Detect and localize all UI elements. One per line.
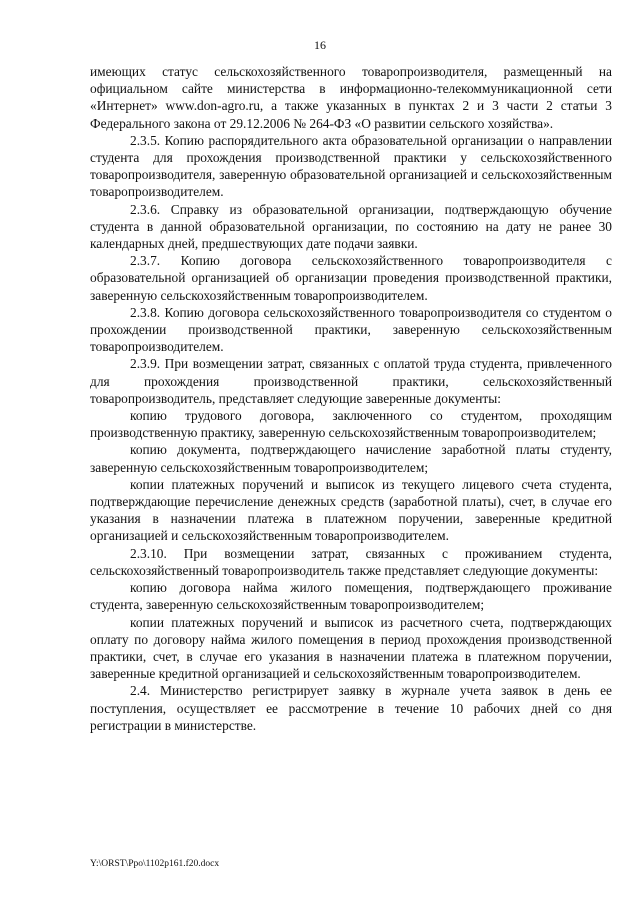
paragraph-list-item: копии платежных поручений и выписок из текущего лицевого счета студента, подтверждающие перечисление денежных средств (заработной платы), счет, в случае его указания в назначении платежа в платежном поручении, заверенные кредитной организацией и сельскохозяйственным товаропроизводителем.: [90, 476, 612, 544]
paragraph-2-3-9: 2.3.9. При возмещении затрат, связанных с оплатой труда студента, привлеченного для прохождения производственной практики, сельскохозяйственный товаропроизводитель, представляет следующие заверенные документы:: [90, 356, 612, 406]
paragraph-2-3-6: 2.3.6. Справку из образовательной организации, подтверждающую обучение студента в данной образовательной организации, по состоянию на дату не ранее 30 календарных дней, предшествующих дате подачи заявки.: [90, 201, 612, 252]
paragraph-2-3-7: 2.3.7. Копию договора сельскохозяйственного товаропроизводителя с образовательной организацией об организации проведения производственной практики, заверенную сельскохозяйственным товаропроизводителем.: [90, 253, 612, 303]
paragraph-list-item: копию договора найма жилого помещения, подтверждающего проживание студента, заверенную сельскохозяйственным товаропроизводителем;: [90, 580, 612, 613]
paragraph-2-3-10: 2.3.10. При возмещении затрат, связанных с проживанием студента, сельскохозяйственный товаропроизводитель также представляет следующие документы:: [90, 545, 612, 578]
paragraph-list-item: копию трудового договора, заключенного со студентом, проходящим производственную практику, заверенную сельскохозяйственным товаропроизводителем;: [90, 408, 612, 441]
document-body: [90, 63, 612, 734]
page-number: 16: [314, 38, 326, 52]
paragraph-list-item: копию документа, подтверждающего начисление заработной платы студенту, заверенную сельскохозяйственным товаропроизводителем;: [90, 442, 612, 475]
paragraph-2-4: 2.4. Министерство регистрирует заявку в журнале учета заявок в день ее поступления, осуществляет ее рассмотрение в течение 10 рабочих дней со дня регистрации в министерстве.: [90, 683, 612, 733]
paragraph-list-item: копии платежных поручений и выписок из расчетного счета, подтверждающих оплату по договору найма жилого помещения в период прохождения производственной практики, счет, в случае его указания в назначении платежа в платежном поручении, заверенные кредитной организацией и сельскохозяйственным товаропроизводителем.: [90, 614, 612, 682]
paragraph: имеющих статус сельскохозяйственного товаропроизводителя, размещенный на официальном сайте министерства в информационно-телекоммуникационной сети «Интернет» www.don-agro.ru, а также указанных в пунктах 2 и 3 части 2 статьи 3 Федерального закона от 29.12.2006 № 264-ФЗ «О развитии сельского хозяйства».: [90, 64, 612, 131]
paragraph-2-3-8: 2.3.8. Копию договора сельскохозяйственного товаропроизводителя со студентом о прохождении производственной практики, заверенную сельскохозяйственным товаропроизводителем.: [90, 304, 612, 355]
paragraph-2-3-5: 2.3.5. Копию распорядительного акта образовательной организации о направлении студента для прохождения производственной практики у сельскохозяйственного товаропроизводителя, заверенную образовательной организацией и сельскохозяйственным товаропроизводителем.: [90, 132, 612, 200]
file-path-footer: Y:\ORST\Ppo\1102p161.f20.docx: [90, 859, 220, 869]
